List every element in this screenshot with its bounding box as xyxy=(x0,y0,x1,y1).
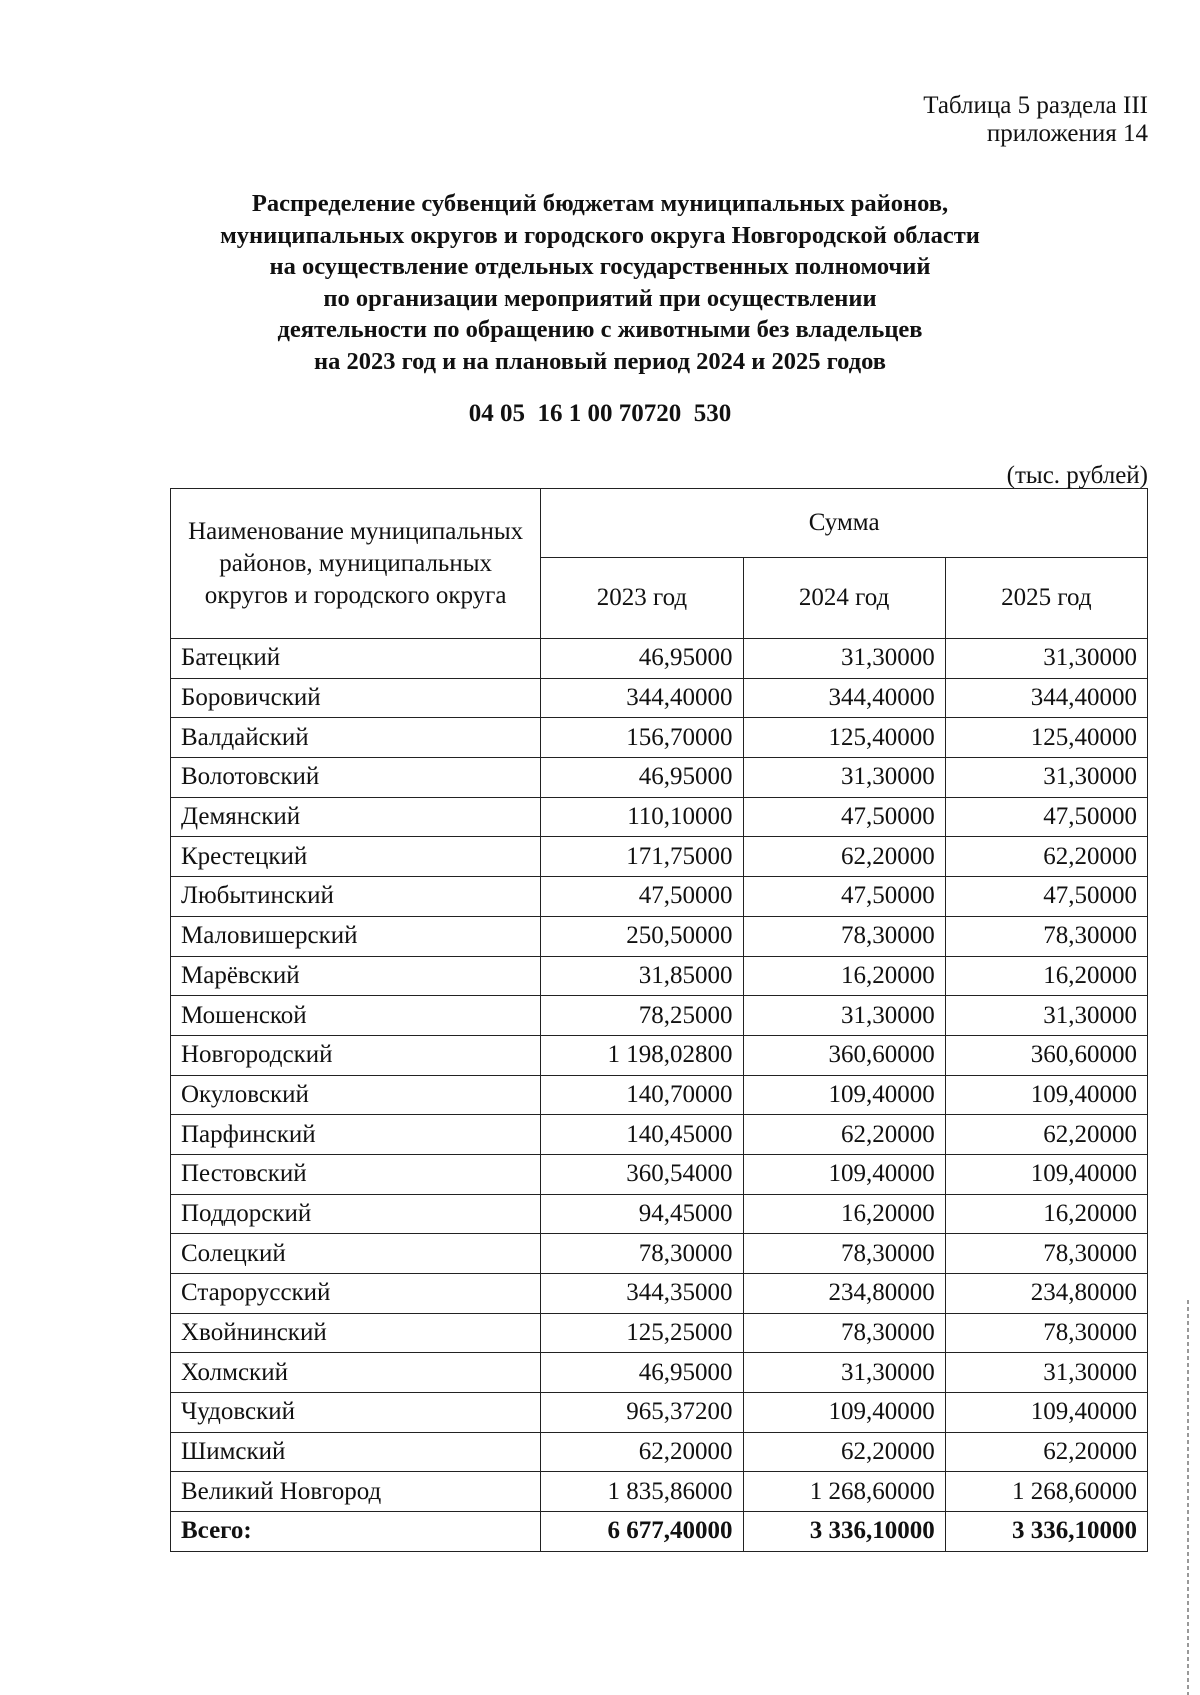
table-row xyxy=(171,996,1148,1036)
municipality-name: Мошенской xyxy=(171,996,541,1036)
table-row xyxy=(171,1035,1148,1075)
table-body xyxy=(171,639,1148,1552)
budget-code: 04 05 16 1 00 70720 530 xyxy=(468,400,732,427)
amount-2024: 78,30000 xyxy=(743,916,945,956)
amount-2024: 31,30000 xyxy=(743,996,945,1036)
municipality-name: Шимский xyxy=(171,1432,541,1472)
amount-2025: 31,30000 xyxy=(945,758,1147,798)
amount-2024: 62,20000 xyxy=(743,837,945,877)
amount-2024: 31,30000 xyxy=(743,1353,945,1393)
subvention-table xyxy=(170,488,1148,1552)
amount-2023: 110,10000 xyxy=(541,797,743,837)
amount-2023: 62,20000 xyxy=(541,1432,743,1472)
amount-2023: 31,85000 xyxy=(541,956,743,996)
amount-2025: 344,40000 xyxy=(945,678,1147,718)
amount-2025: 62,20000 xyxy=(945,1115,1147,1155)
title-line: на осуществление отдельных государственных полномочий xyxy=(269,253,931,280)
municipality-name: Крестецкий xyxy=(171,837,541,877)
amount-2023: 78,30000 xyxy=(541,1234,743,1274)
amount-2024: 109,40000 xyxy=(743,1075,945,1115)
unit-label: (тыс. рублей) xyxy=(1006,462,1148,489)
title-line: по организации мероприятий при осуществлении xyxy=(323,284,877,312)
amount-2025: 31,30000 xyxy=(945,996,1147,1036)
municipality-name: Парфинский xyxy=(171,1115,541,1155)
municipality-name: Чудовский xyxy=(171,1393,541,1433)
table-row xyxy=(171,678,1148,718)
title-line: Распределение субвенций бюджетам муниципальных районов, xyxy=(251,190,949,217)
amount-2024: 16,20000 xyxy=(743,1194,945,1234)
amount-2023: 156,70000 xyxy=(541,718,743,758)
municipality-name: Окуловский xyxy=(171,1075,541,1115)
amount-2025: 109,40000 xyxy=(945,1393,1147,1433)
header-sum: Сумма xyxy=(541,489,1148,558)
table-row xyxy=(171,1313,1148,1353)
table-row xyxy=(171,1432,1148,1472)
table-row xyxy=(171,1234,1148,1274)
total-label: Всего: xyxy=(171,1512,541,1552)
amount-2024: 1 268,60000 xyxy=(743,1472,945,1512)
amount-2023: 1 835,86000 xyxy=(541,1472,743,1512)
municipality-name: Боровичский xyxy=(171,678,541,718)
table-row xyxy=(171,1353,1148,1393)
amount-2025: 109,40000 xyxy=(945,1154,1147,1194)
amount-2025: 125,40000 xyxy=(945,718,1147,758)
amount-2023: 47,50000 xyxy=(541,877,743,917)
amount-2025: 109,40000 xyxy=(945,1075,1147,1115)
table-row xyxy=(171,1472,1148,1512)
municipality-name: Старорусский xyxy=(171,1274,541,1314)
amount-2024: 31,30000 xyxy=(743,758,945,798)
municipality-name: Валдайский xyxy=(171,718,541,758)
table-row xyxy=(171,1115,1148,1155)
scan-artifact xyxy=(1187,1300,1189,1695)
amount-2024: 62,20000 xyxy=(743,1432,945,1472)
amount-2025: 16,20000 xyxy=(945,1194,1147,1234)
municipality-name: Демянский xyxy=(171,797,541,837)
amount-2025: 16,20000 xyxy=(945,956,1147,996)
amount-2024: 78,30000 xyxy=(743,1234,945,1274)
header-year-2024: 2024 год xyxy=(743,558,945,639)
amount-2024: 47,50000 xyxy=(743,797,945,837)
table-row xyxy=(171,1075,1148,1115)
title-line: деятельности по обращению с животными без владельцев xyxy=(277,316,923,343)
header-name: Наименование муниципальных районов, муниципальных округов и городского округа xyxy=(171,489,541,639)
amount-2023: 46,95000 xyxy=(541,639,743,679)
amount-2024: 3 336,10000 xyxy=(743,1512,945,1552)
table-row xyxy=(171,639,1148,679)
amount-2024: 125,40000 xyxy=(743,718,945,758)
amount-2024: 360,60000 xyxy=(743,1035,945,1075)
amount-2025: 78,30000 xyxy=(945,916,1147,956)
table-row xyxy=(171,1154,1148,1194)
amount-2023: 46,95000 xyxy=(541,1353,743,1393)
amount-2023: 94,45000 xyxy=(541,1194,743,1234)
amount-2025: 47,50000 xyxy=(945,877,1147,917)
municipality-name: Холмский xyxy=(171,1353,541,1393)
amount-2025: 78,30000 xyxy=(945,1234,1147,1274)
table-row xyxy=(171,1393,1148,1433)
municipality-name: Хвойнинский xyxy=(171,1313,541,1353)
table-row xyxy=(171,956,1148,996)
amount-2024: 62,20000 xyxy=(743,1115,945,1155)
header-year-2023: 2023 год xyxy=(541,558,743,639)
table-row xyxy=(171,1274,1148,1314)
total-row xyxy=(171,1512,1148,1552)
amount-2023: 140,45000 xyxy=(541,1115,743,1155)
amount-2024: 16,20000 xyxy=(743,956,945,996)
amount-2025: 31,30000 xyxy=(945,639,1147,679)
amount-2025: 47,50000 xyxy=(945,797,1147,837)
amount-2024: 344,40000 xyxy=(743,678,945,718)
amount-2024: 234,80000 xyxy=(743,1274,945,1314)
amount-2025: 234,80000 xyxy=(945,1274,1147,1314)
amount-2024: 109,40000 xyxy=(743,1393,945,1433)
amount-2023: 171,75000 xyxy=(541,837,743,877)
document-title xyxy=(150,188,1050,377)
municipality-name: Новгородский xyxy=(171,1035,541,1075)
municipality-name: Пестовский xyxy=(171,1154,541,1194)
amount-2023: 1 198,02800 xyxy=(541,1035,743,1075)
ref-line-1: Таблица 5 раздела III xyxy=(923,92,1148,119)
amount-2023: 965,37200 xyxy=(541,1393,743,1433)
amount-2025: 62,20000 xyxy=(945,1432,1147,1472)
municipality-name: Поддорский xyxy=(171,1194,541,1234)
amount-2023: 140,70000 xyxy=(541,1075,743,1115)
amount-2025: 360,60000 xyxy=(945,1035,1147,1075)
table-row xyxy=(171,837,1148,877)
table-row xyxy=(171,718,1148,758)
table-reference xyxy=(923,92,1148,148)
municipality-name: Волотовский xyxy=(171,758,541,798)
municipality-name: Великий Новгород xyxy=(171,1472,541,1512)
header-year-2025: 2025 год xyxy=(945,558,1147,639)
amount-2023: 344,35000 xyxy=(541,1274,743,1314)
amount-2025: 78,30000 xyxy=(945,1313,1147,1353)
amount-2023: 360,54000 xyxy=(541,1154,743,1194)
title-line: на 2023 год и на плановый период 2024 и 2025 годов xyxy=(313,347,886,375)
table-row xyxy=(171,797,1148,837)
municipality-name: Марёвский xyxy=(171,956,541,996)
amount-2024: 78,30000 xyxy=(743,1313,945,1353)
municipality-name: Батецкий xyxy=(171,639,541,679)
table-row xyxy=(171,877,1148,917)
table-row xyxy=(171,916,1148,956)
amount-2025: 1 268,60000 xyxy=(945,1472,1147,1512)
amount-2023: 78,25000 xyxy=(541,996,743,1036)
amount-2025: 31,30000 xyxy=(945,1353,1147,1393)
municipality-name: Солецкий xyxy=(171,1234,541,1274)
amount-2024: 31,30000 xyxy=(743,639,945,679)
amount-2023: 46,95000 xyxy=(541,758,743,798)
title-line: муниципальных округов и городского округа Новгородской области xyxy=(220,221,980,249)
ref-line-2: приложения 14 xyxy=(986,120,1148,147)
amount-2023: 250,50000 xyxy=(541,916,743,956)
municipality-name: Любытинский xyxy=(171,877,541,917)
amount-2023: 6 677,40000 xyxy=(541,1512,743,1552)
municipality-name: Маловишерский xyxy=(171,916,541,956)
table-row xyxy=(171,758,1148,798)
amount-2023: 344,40000 xyxy=(541,678,743,718)
amount-2023: 125,25000 xyxy=(541,1313,743,1353)
amount-2024: 47,50000 xyxy=(743,877,945,917)
amount-2024: 109,40000 xyxy=(743,1154,945,1194)
amount-2025: 62,20000 xyxy=(945,837,1147,877)
table-row xyxy=(171,1194,1148,1234)
amount-2025: 3 336,10000 xyxy=(945,1512,1147,1552)
